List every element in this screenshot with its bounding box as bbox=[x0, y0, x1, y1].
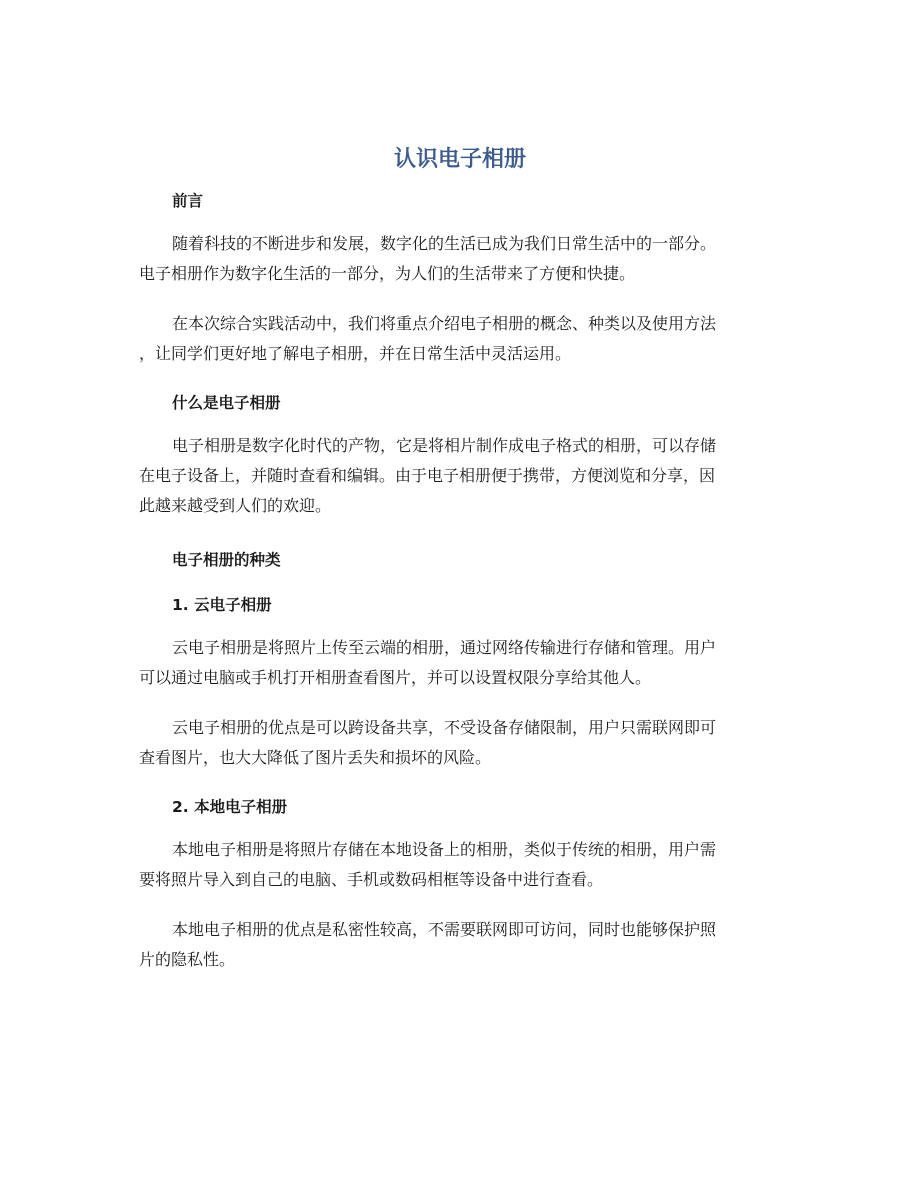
paragraph-line: 片的隐私性。 bbox=[139, 950, 236, 969]
paragraph-local-1 bbox=[139, 835, 787, 895]
subsection-heading-local: 2. 本地电子相册 bbox=[172, 798, 288, 816]
paragraph-line: 查看图片，也大大降低了图片丢失和损坏的风险。 bbox=[139, 748, 492, 767]
paragraph-line: 本地电子相册的优点是私密性较高，不需要联网即可访问，同时也能够保护照 bbox=[172, 920, 717, 939]
paragraph-local-2 bbox=[139, 915, 787, 975]
section-heading-preface: 前言 bbox=[172, 192, 204, 210]
paragraph-what-is-1 bbox=[139, 431, 787, 521]
paragraph-preface-2 bbox=[139, 309, 787, 369]
paragraph-cloud-2 bbox=[139, 713, 787, 773]
paragraph-line: ，让同学们更好地了解电子相册，并在日常生活中灵活运用。 bbox=[139, 344, 572, 363]
subsection-heading-cloud: 1. 云电子相册 bbox=[172, 596, 272, 614]
paragraph-preface-1 bbox=[139, 229, 787, 289]
paragraph-line: 此越来越受到人们的欢迎。 bbox=[139, 496, 332, 515]
section-heading-types: 电子相册的种类 bbox=[172, 551, 281, 569]
paragraph-line: 云电子相册的优点是可以跨设备共享，不受设备存储限制，用户只需联网即可 bbox=[172, 718, 717, 737]
paragraph-line: 在本次综合实践活动中，我们将重点介绍电子相册的概念、种类以及使用方法 bbox=[172, 314, 717, 333]
paragraph-line: 电子相册作为数字化生活的一部分，为人们的生活带来了方便和快捷。 bbox=[139, 264, 636, 283]
paragraph-line: 要将照片导入到自己的电脑、手机或数码相框等设备中进行查看。 bbox=[139, 870, 604, 889]
paragraph-line: 本地电子相册是将照片存储在本地设备上的相册，类似于传统的相册，用户需 bbox=[172, 840, 717, 859]
paragraph-line: 可以通过电脑或手机打开相册查看图片，并可以设置权限分享给其他人。 bbox=[139, 668, 652, 687]
paragraph-line: 电子相册是数字化时代的产物，它是将相片制作成电子格式的相册，可以存储 bbox=[172, 436, 717, 455]
paragraph-cloud-1 bbox=[139, 633, 787, 693]
document-title: 认识电子相册 bbox=[393, 147, 526, 172]
paragraph-line: 云电子相册是将照片上传至云端的相册，通过网络传输进行存储和管理。用户 bbox=[172, 638, 717, 657]
paragraph-line: 在电子设备上，并随时查看和编辑。由于电子相册便于携带，方便浏览和分享，因 bbox=[139, 466, 716, 485]
section-heading-what-is: 什么是电子相册 bbox=[172, 394, 281, 412]
paragraph-line: 随着科技的不断进步和发展，数字化的生活已成为我们日常生活中的一部分。 bbox=[172, 234, 717, 253]
